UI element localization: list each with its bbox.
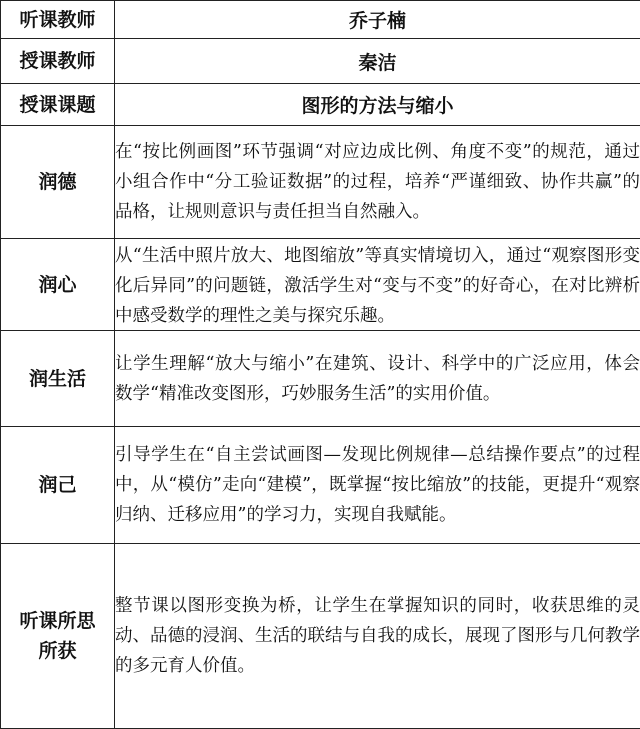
table-row (1, 239, 640, 331)
topic-title: 图形的方法与缩小 (115, 84, 640, 126)
runshenghuo-text: 让学生理解“放大与缩小”在建筑、设计、科学中的广泛应用，体会数学“精准改变图形，巧妙服务生活”的实用价值。 (115, 331, 640, 427)
observer-label: 听课教师 (1, 1, 115, 39)
table-row (1, 544, 640, 729)
teacher-name: 秦洁 (115, 39, 640, 84)
runde-label: 润德 (1, 126, 115, 239)
runde-text: 在“按比例画图”环节强调“对应边成比例、角度不变”的规范，通过小组合作中“分工验证数据”的过程，培养“严谨细致、协作共赢”的品格，让规则意识与责任担当自然融入。 (115, 126, 640, 239)
table-row (1, 84, 640, 126)
table-row (1, 39, 640, 84)
topic-label: 授课课题 (1, 84, 115, 126)
runshenghuo-label: 润生活 (1, 331, 115, 427)
table-row (1, 1, 640, 39)
runji-text: 引导学生在“自主尝试画图—发现比例规律—总结操作要点”的过程中，从“模仿”走向“建模”，既掌握“按比缩放”的技能，更提升“观察归纳、迁移应用”的学习力，实现自我赋能。 (115, 427, 640, 544)
runxin-text: 从“生活中照片放大、地图缩放”等真实情境切入，通过“观察图形变化后异同”的问题链，激活学生对“变与不变”的好奇心，在对比辨析中感受数学的理性之美与探究乐趣。 (115, 241, 640, 329)
runxin-label: 润心 (1, 239, 115, 331)
teacher-label: 授课教师 (1, 39, 115, 84)
runxin-cell (115, 239, 640, 331)
table-row (1, 126, 640, 239)
runji-label: 润己 (1, 427, 115, 544)
table-row (1, 331, 640, 427)
observer-name: 乔子楠 (115, 1, 640, 39)
reflection-text: 整节课以图形变换为桥，让学生在掌握知识的同时，收获思维的灵动、品德的浸润、生活的联结与自我的成长，展现了图形与几何教学的多元育人价值。 (115, 544, 640, 729)
table-row (1, 427, 640, 544)
reflection-label: 听课所思所获 (1, 544, 115, 729)
